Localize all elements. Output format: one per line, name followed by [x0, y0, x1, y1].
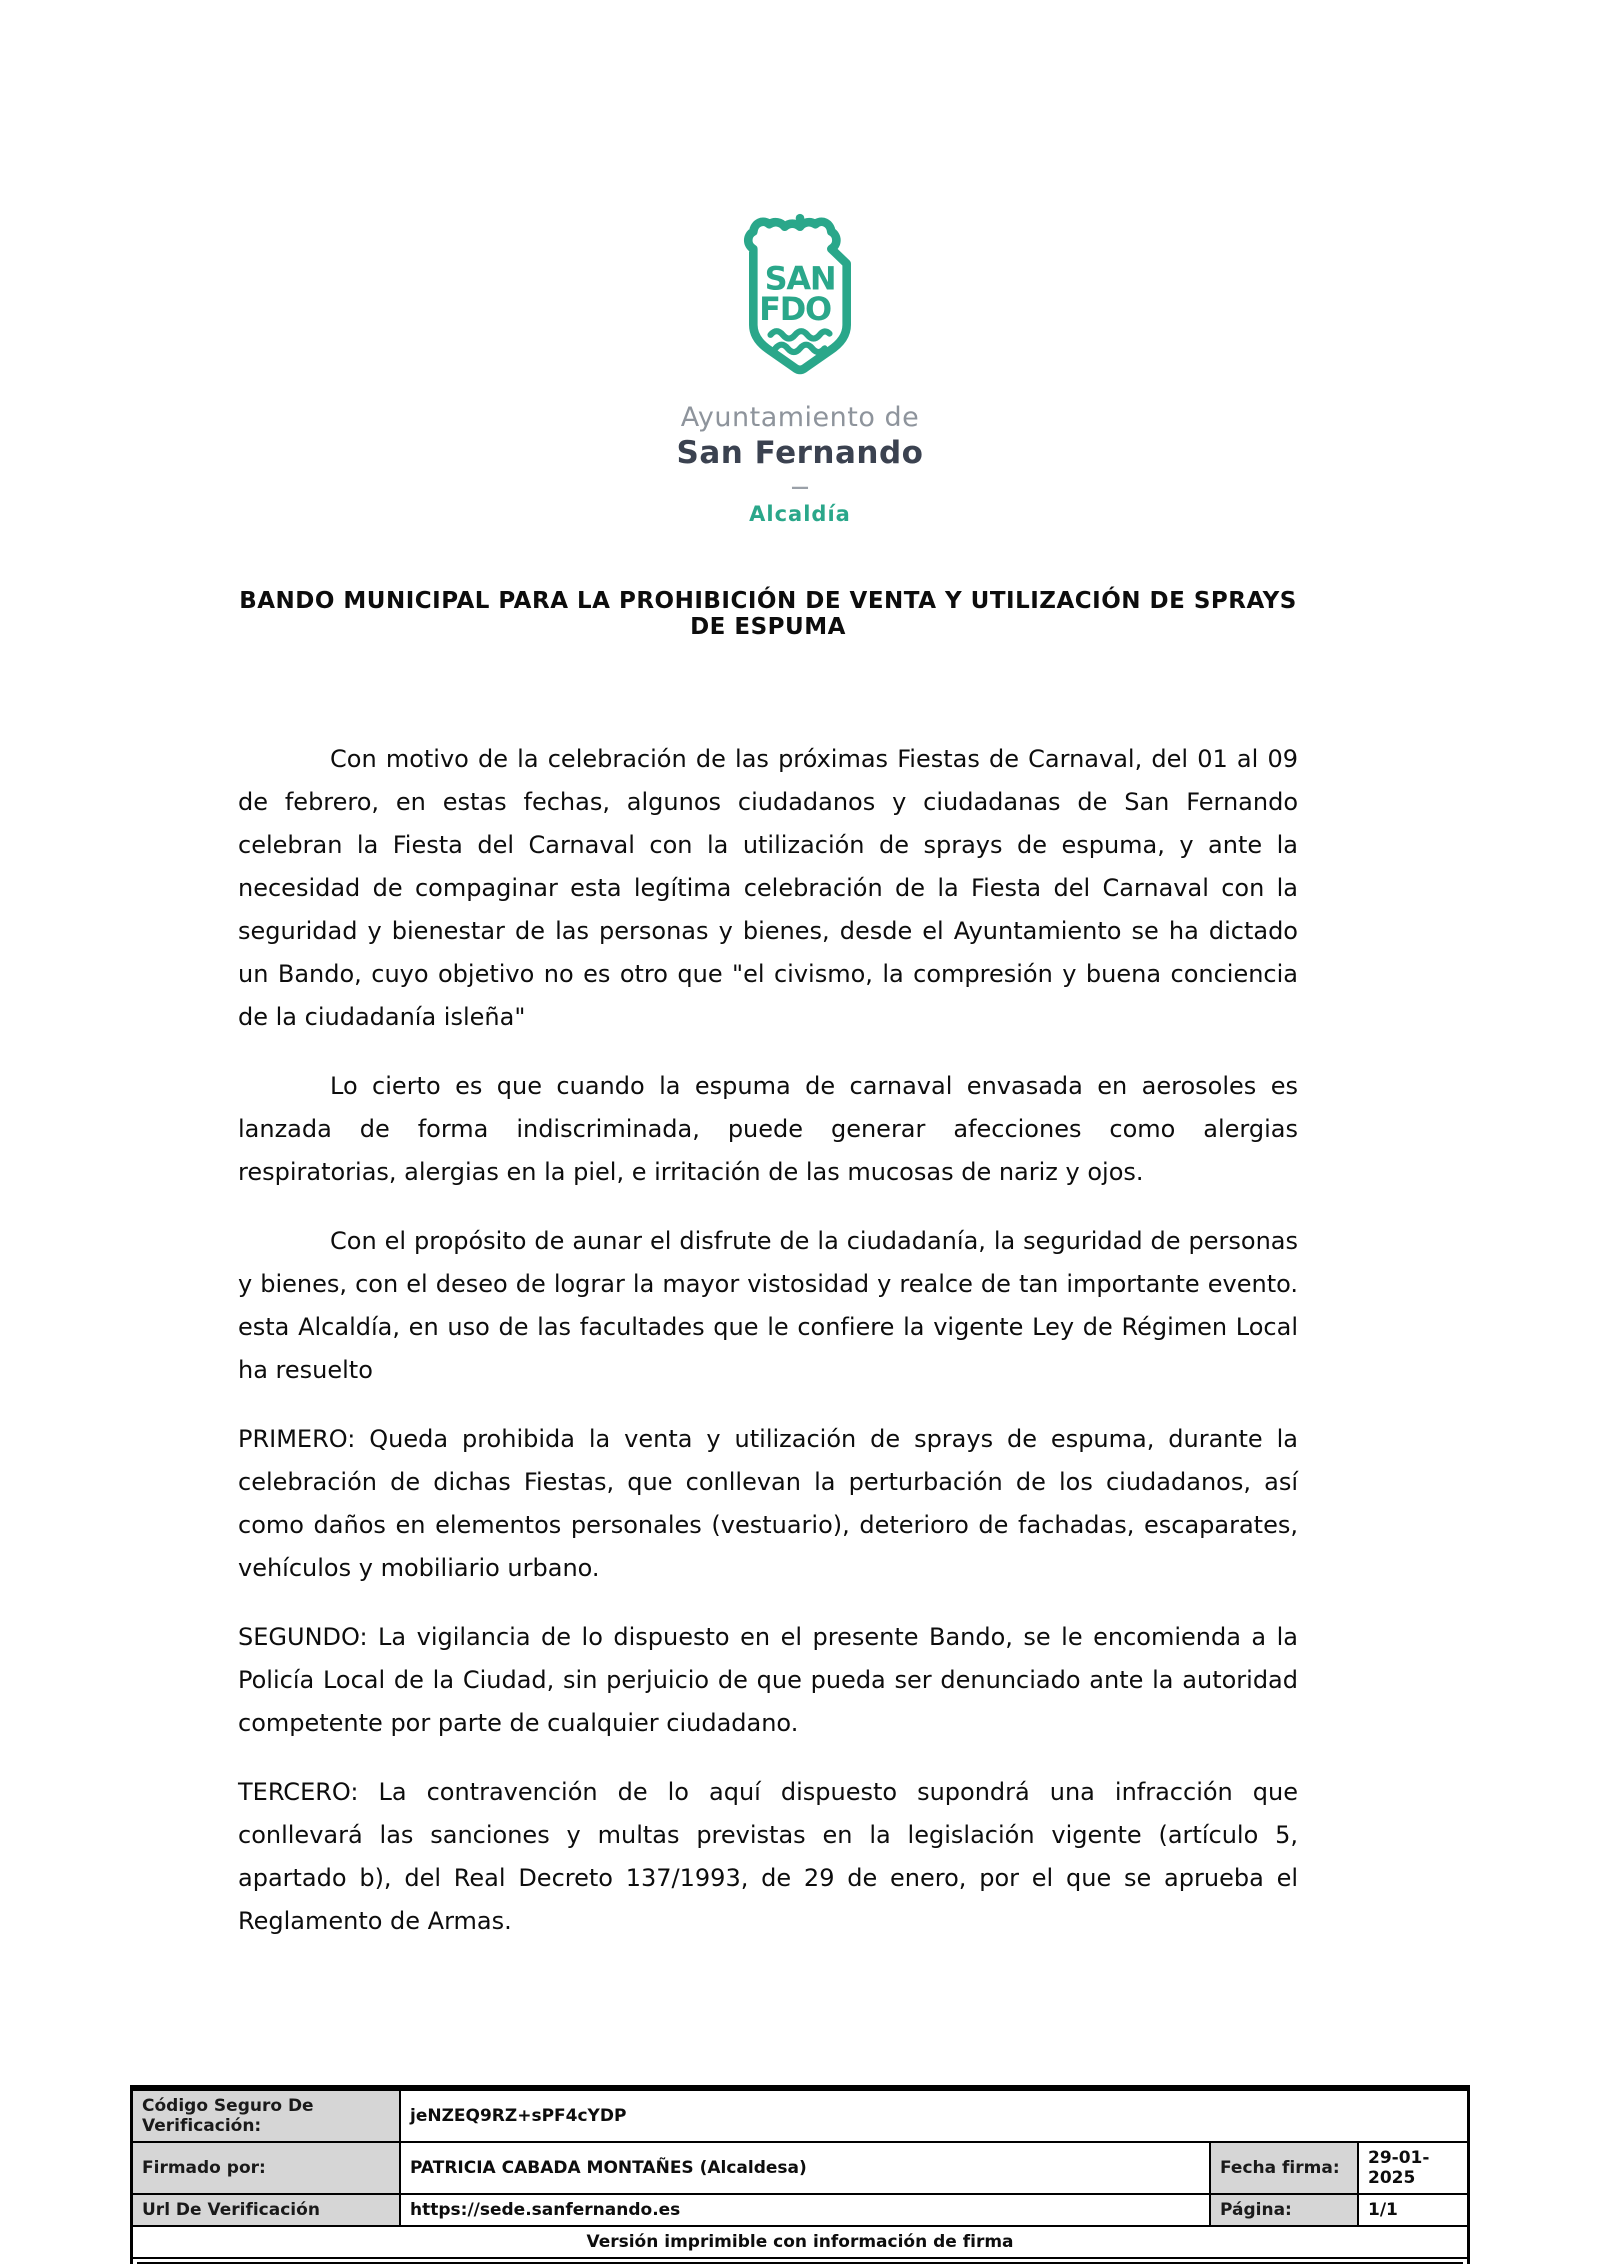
- org-department: Alcaldía: [749, 502, 851, 526]
- org-name: San Fernando: [676, 435, 924, 471]
- table-row-csv: [133, 2091, 1467, 2143]
- page-number-label: Página:: [1209, 2195, 1359, 2225]
- printable-version-note: Versión imprimible con información de firma: [133, 2227, 1467, 2259]
- document-body: [238, 738, 1298, 1969]
- logo-block: [0, 212, 1600, 526]
- page-number-value: 1/1: [1368, 2200, 1398, 2220]
- org-name-prefix: Ayuntamiento de: [680, 402, 920, 433]
- svg-text:SAN: SAN: [764, 259, 836, 298]
- city-seal-icon: [725, 212, 875, 388]
- paragraph-purpose: Con el propósito de aunar el disfrute de la ciudadanía, la seguridad de personas y bienes, con el deseo de lograr la mayor vistosidad y realce de tan importante evento. esta Alcaldía, en uso de las facultades que le confiere la vigente Ley de Régimen Local ha resuelto: [238, 1227, 1298, 1384]
- paragraph-segundo: SEGUNDO: La vigilancia de lo dispuesto en el presente Bando, se le encomienda a la Policía Local de la Ciudad, sin perjuicio de que pueda ser denunciado ante la autoridad competente por parte de cualquier ciudadano.: [238, 1623, 1298, 1737]
- verification-url-label: Url De Verificación: [133, 2195, 401, 2225]
- signed-by-label: Firmado por:: [133, 2143, 401, 2193]
- table-row-signer: [133, 2143, 1467, 2195]
- verification-url-value: https://sede.sanfernando.es: [410, 2200, 681, 2220]
- signature-verification-table: [130, 2085, 1470, 2264]
- signed-by-value: PATRICIA CABADA MONTAÑES (Alcaldesa): [410, 2158, 807, 2178]
- csv-value: jeNZEQ9RZ+sPF4cYDP: [410, 2106, 627, 2126]
- table-row-url: [133, 2195, 1467, 2227]
- sign-date-label: Fecha firma:: [1209, 2143, 1359, 2193]
- svg-text:FDO: FDO: [759, 290, 831, 329]
- sign-date-value: 29-01-2025: [1368, 2148, 1430, 2188]
- csv-label: Código Seguro De Verificación:: [133, 2091, 401, 2141]
- paragraph-primero: PRIMERO: Queda prohibida la venta y utilización de sprays de espuma, durante la celebración de dichas Fiestas, que conllevan la perturbación de los ciudadanos, así como daños en elementos personales (vestuario), deterioro de fachadas, escaparates, vehículos y mobiliario urbano.: [238, 1425, 1298, 1582]
- paragraph-tercero: TERCERO: La contravención de lo aquí dispuesto supondrá una infracción que conllevará las sanciones y multas previstas en la legislación vigente (artículo 5, apartado b), del Real Decreto 137/1993, de 29 de enero, por el que se aprueba el Reglamento de Armas.: [238, 1778, 1298, 1935]
- paragraph-health-effects: Lo cierto es que cuando la espuma de carnaval envasada en aerosoles es lanzada de forma indiscriminada, puede generar afecciones como alergias respiratorias, alergias en la piel, e irritación de las mucosas de nariz y ojos.: [238, 1072, 1298, 1186]
- org-divider: —: [791, 477, 809, 498]
- paragraph-intro: Con motivo de la celebración de las próximas Fiestas de Carnaval, del 01 al 09 de febrero, en estas fechas, algunos ciudadanos y ciudadanas de San Fernando celebran la Fiesta del Carnaval con la utilización de sprays de espuma, y ante la necesidad de compaginar esta legítima celebración de la Fiesta del Carnaval con la seguridad y bienestar de las personas y bienes, desde el Ayuntamiento se ha dictado un Bando, cuyo objetivo no es otro que "el civismo, la compresión y buena conciencia de la ciudadanía isleña": [238, 745, 1298, 1031]
- document-title: BANDO MUNICIPAL PARA LA PROHIBICIÓN DE VENTA Y UTILIZACIÓN DE SPRAYS DE ESPUMA: [239, 588, 1297, 640]
